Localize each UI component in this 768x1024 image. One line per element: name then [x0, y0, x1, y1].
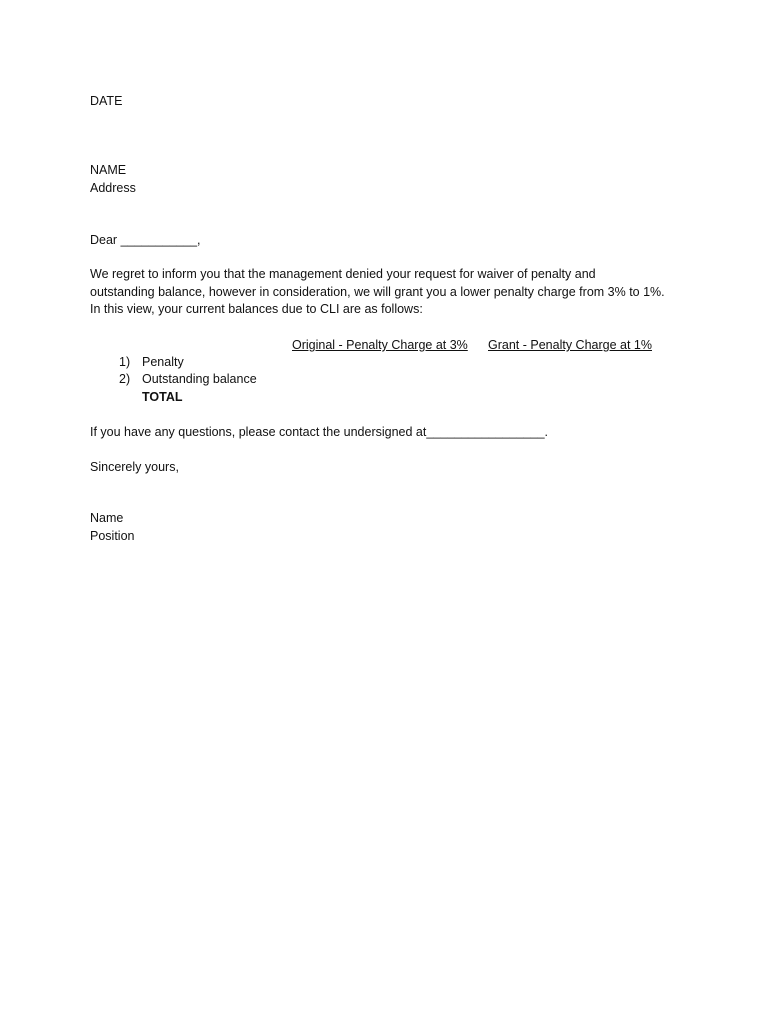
list-number: 2): [119, 372, 131, 386]
row-label-outstanding-balance: Outstanding balance: [142, 372, 257, 386]
contact-line: If you have any questions, please contact the undersigned at_________________.: [90, 425, 548, 439]
recipient-address: Address: [90, 181, 136, 195]
date-line: DATE: [90, 94, 123, 108]
body-line: We regret to inform you that the management denied your request for waiver of penalty and: [90, 267, 596, 281]
row-label-penalty: Penalty: [142, 355, 184, 369]
signatory-name: Name: [90, 511, 124, 525]
column-header-original: Original - Penalty Charge at 3%: [292, 338, 468, 352]
list-number: 1): [119, 355, 131, 369]
body-line: In this view, your current balances due to CLI are as follows:: [90, 302, 423, 316]
recipient-name: NAME: [90, 163, 127, 177]
total-label: TOTAL: [142, 390, 183, 404]
signatory-position: Position: [90, 529, 135, 543]
salutation: Dear ___________,: [90, 233, 201, 247]
closing: Sincerely yours,: [90, 460, 179, 474]
body-line: outstanding balance, however in consideration, we will grant you a lower penalty charge from 3% to 1%.: [90, 284, 665, 299]
body-paragraph: [90, 266, 690, 319]
column-header-grant: Grant - Penalty Charge at 1%: [488, 338, 652, 352]
